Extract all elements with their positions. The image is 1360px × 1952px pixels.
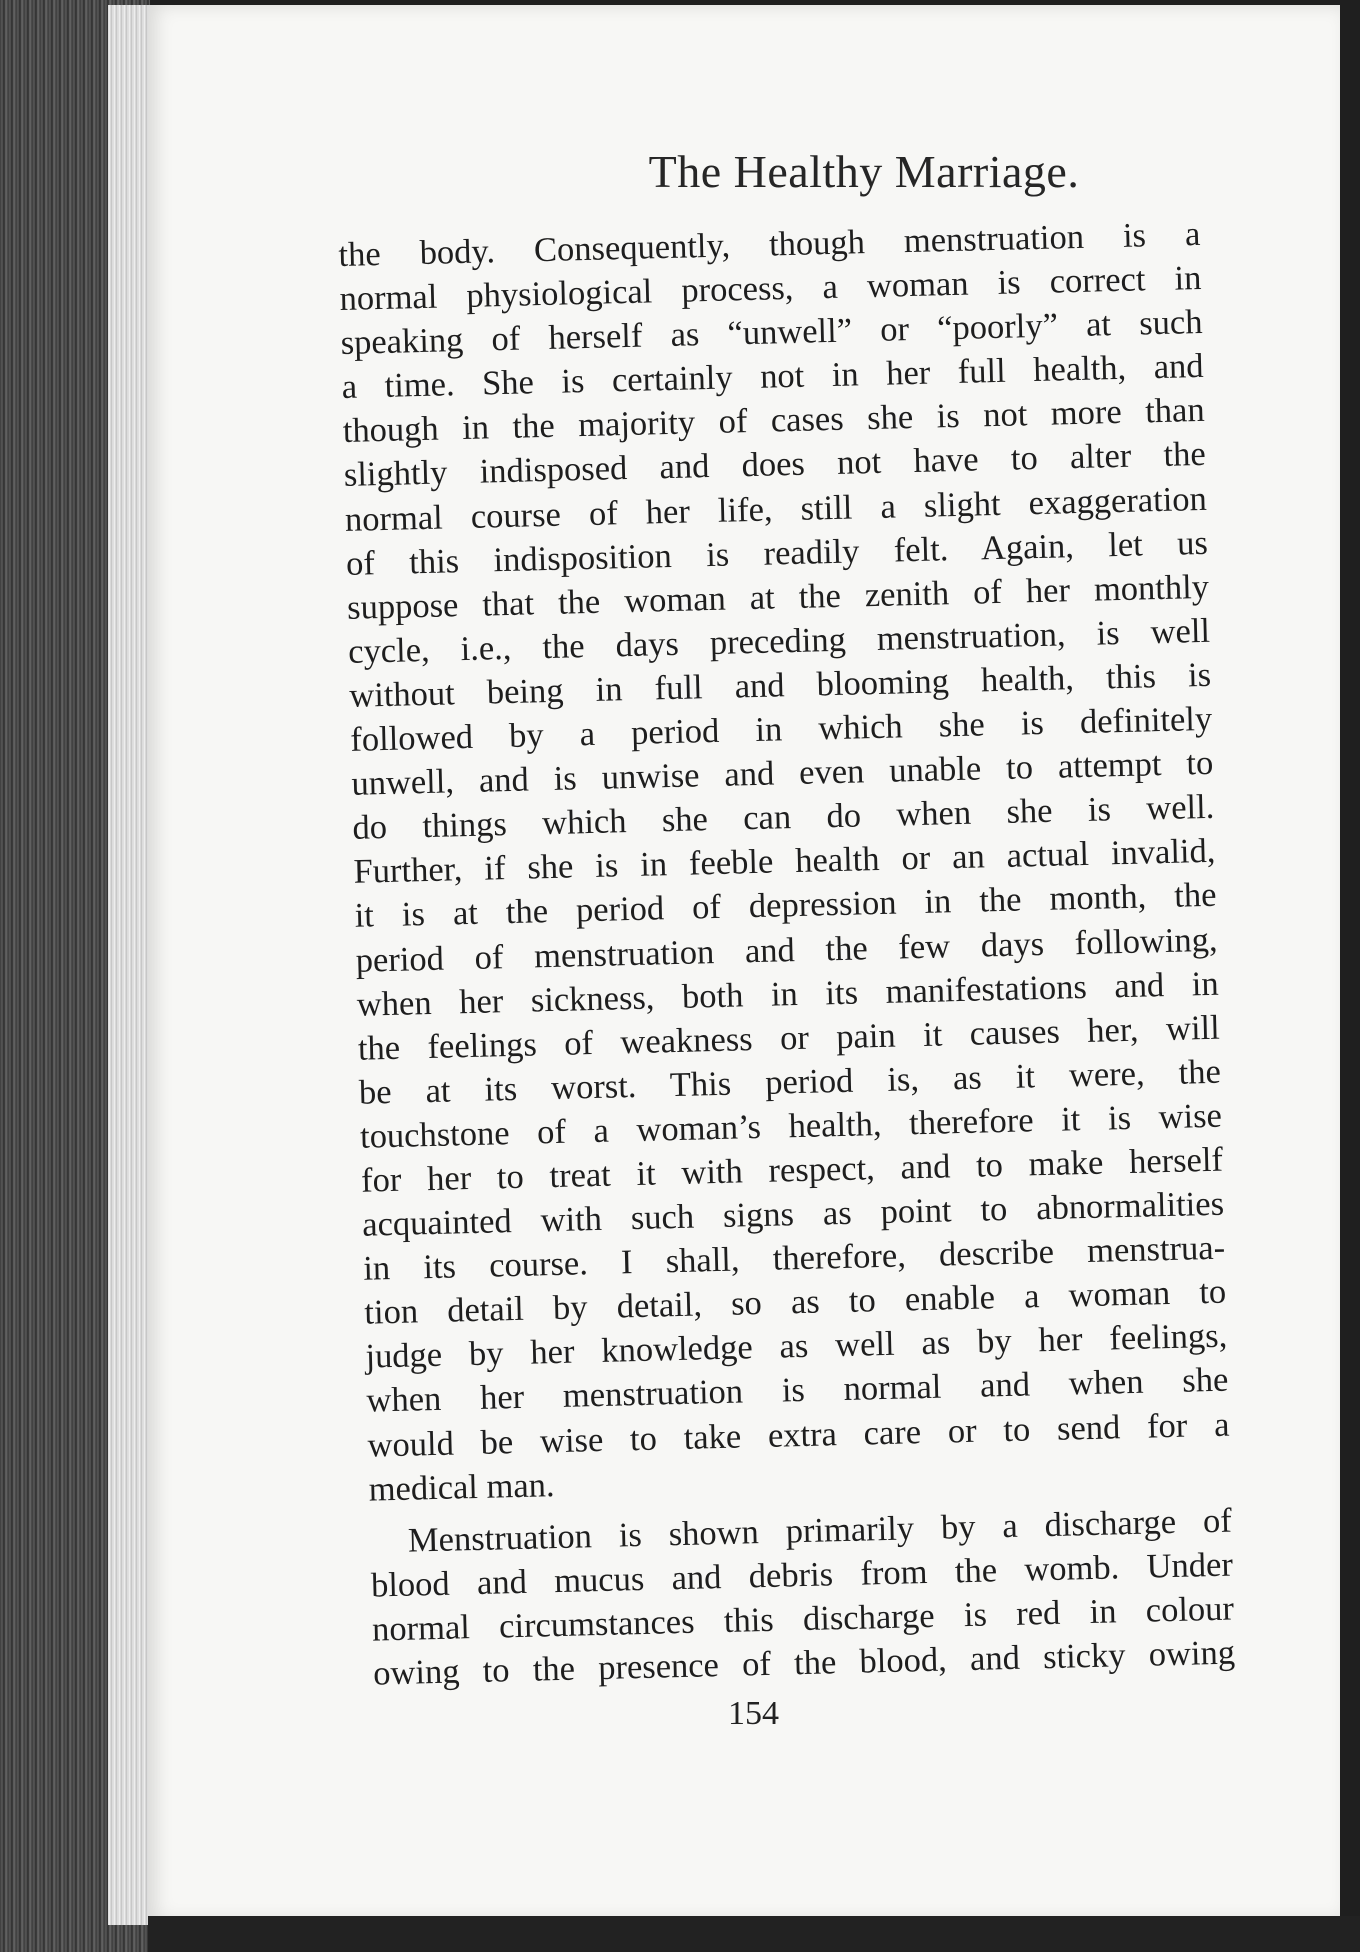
body-text: [338, 212, 1235, 1696]
text-line: normal physiological process, a woman is correct in: [339, 259, 1202, 319]
text-line: judge by her knowledge as well as by her feelings,: [365, 1316, 1228, 1377]
text-line: touchstone of a woman’s health, therefore it is wise: [359, 1096, 1223, 1156]
book-page: [148, 5, 1340, 1920]
text-line: do things which she can do when she is well.: [352, 787, 1215, 848]
text-line: the feelings of weakness or pain it causes her, will: [357, 1008, 1221, 1068]
text-line: slightly indisposed and does not have to alter the: [343, 435, 1207, 495]
text-line: of this indisposition is readily felt. Again, let us: [345, 523, 1209, 583]
text-line: when her sickness, both in its manifestations and in: [356, 964, 1220, 1024]
page-stack-edges: [108, 5, 150, 1925]
paragraph-1: [338, 212, 1231, 1511]
text-line: acquainted with such signs as point to abnormalities: [361, 1184, 1225, 1244]
text-line: Menstruation is shown primarily by a discharge of: [407, 1501, 1233, 1560]
text-line: when her menstruation is normal and when she: [366, 1361, 1229, 1421]
text-line: would be wise to take extra care or to send for a: [367, 1405, 1230, 1465]
text-line: owing to the presence of the blood, and sticky owing: [372, 1633, 1236, 1693]
text-line: though in the majority of cases she is not more than: [342, 391, 1206, 451]
text-line: unwell, and is unwise and even unable to attempt to: [351, 743, 1214, 803]
text-line: suppose that the woman at the zenith of her monthly: [346, 567, 1210, 627]
page-number: 154: [728, 1695, 779, 1732]
text-line: medical man.: [368, 1465, 555, 1509]
text-line: be at its worst. This period is, as it were, the: [358, 1052, 1222, 1112]
text-line: normal circumstances this discharge is red in colour: [371, 1589, 1235, 1649]
text-line: tion detail by detail, so as to enable a woman to: [363, 1272, 1227, 1332]
text-line: Further, if she is in feeble health or an actual invalid,: [353, 832, 1216, 892]
text-line: blood and mucus and debris from the womb. Under: [370, 1545, 1234, 1605]
text-line: a time. She is certainly not in her full health, and: [341, 347, 1204, 407]
text-line: for her to treat it with respect, and to make herself: [360, 1140, 1224, 1200]
text-line: period of menstruation and the few days following,: [355, 920, 1218, 980]
text-line: the body. Consequently, though menstruation is a: [338, 214, 1201, 274]
text-line: cycle, i.e., the days preceding menstruation, is well: [347, 611, 1211, 671]
running-title: The Healthy Marriage.: [648, 146, 1080, 197]
text-line: normal course of her life, still a slight exaggeration: [344, 479, 1208, 539]
text-line: it is at the period of depression in the month, the: [354, 876, 1217, 936]
text-line: without being in full and blooming health, this is: [348, 655, 1212, 715]
text-line: in its course. I shall, therefore, describe menstrua-: [362, 1228, 1226, 1288]
paragraph-2: [369, 1498, 1235, 1695]
text-line: speaking of herself as “unwell” or “poorly” at such: [340, 303, 1203, 363]
page-bottom-shadow: [148, 1916, 1360, 1952]
text-line: followed by a period in which she is definitely: [349, 699, 1213, 759]
